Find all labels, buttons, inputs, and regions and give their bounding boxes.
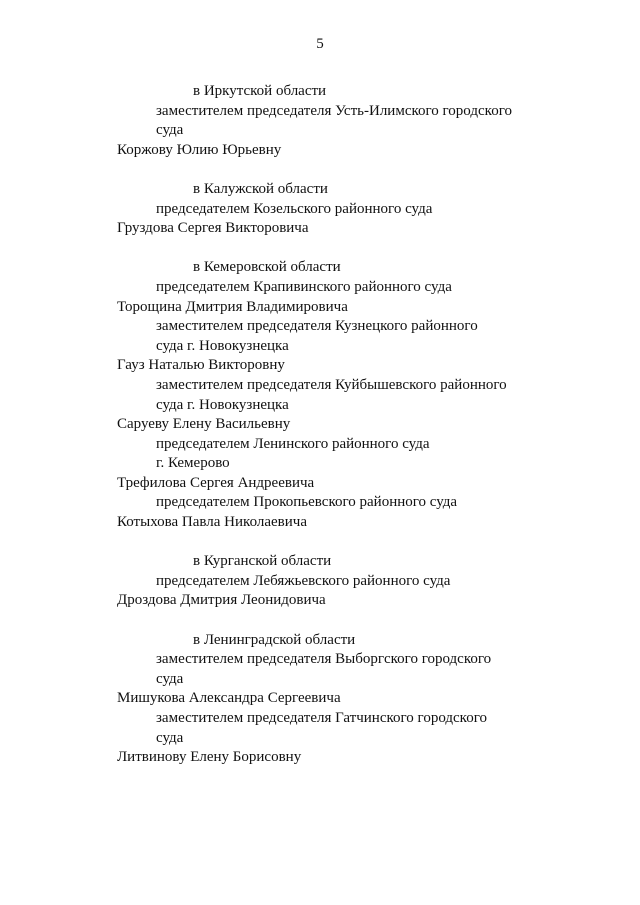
position-line: председателем Крапивинского районного суда <box>156 278 452 295</box>
person-name: Мишукова Александра Сергеевича <box>117 690 341 707</box>
section-kurgan <box>0 552 640 611</box>
position-line: суда <box>156 122 184 139</box>
person-name: Котыхова Павла Николаевича <box>117 514 307 531</box>
position-line: суда <box>156 729 184 746</box>
section-kemerovo <box>0 258 640 532</box>
region-heading: в Калужской области <box>193 180 328 197</box>
section-irkutsk <box>0 82 640 160</box>
section-leningrad <box>0 631 640 768</box>
position-line: суда г. Новокузнецка <box>156 396 289 413</box>
person-name: Дроздова Дмитрия Леонидовича <box>117 592 326 609</box>
person-name: Коржову Юлию Юрьевну <box>117 141 282 158</box>
position-line: председателем Ленинского районного суда <box>156 435 430 452</box>
position-line: заместителем председателя Кузнецкого районного <box>156 318 478 335</box>
position-line: заместителем председателя Выборгского городского <box>156 651 492 668</box>
page-number: 5 <box>316 36 324 52</box>
person-name: Гауз Наталью Викторовну <box>117 357 285 374</box>
position-line: заместителем председателя Куйбышевского районного <box>156 376 507 393</box>
person-name: Литвинову Елену Борисовну <box>117 749 302 766</box>
section-kaluga <box>0 180 640 239</box>
person-name: Торощина Дмитрия Владимировича <box>117 298 348 315</box>
person-name: Трефилова Сергея Андреевича <box>117 474 315 491</box>
person-name: Саруеву Елену Васильевну <box>117 416 291 433</box>
document-body <box>0 82 640 768</box>
region-heading: в Курганской области <box>193 553 332 570</box>
region-heading: в Иркутской области <box>193 83 327 99</box>
position-line: заместителем председателя Усть-Илимского городского <box>156 102 512 119</box>
position-line: заместителем председателя Гатчинского городского <box>156 710 487 726</box>
position-line: г. Кемерово <box>156 455 230 472</box>
position-line: председателем Лебяжьевского районного суда <box>156 572 451 589</box>
position-line: суда г. Новокузнецка <box>156 337 289 354</box>
position-line: председателем Козельского районного суда <box>156 200 433 217</box>
region-heading: в Кемеровской области <box>193 259 341 276</box>
position-line: суда <box>156 670 184 687</box>
person-name: Груздова Сергея Викторовича <box>117 220 309 237</box>
region-heading: в Ленинградской области <box>193 631 356 648</box>
position-line: председателем Прокопьевского районного суда <box>156 494 458 511</box>
